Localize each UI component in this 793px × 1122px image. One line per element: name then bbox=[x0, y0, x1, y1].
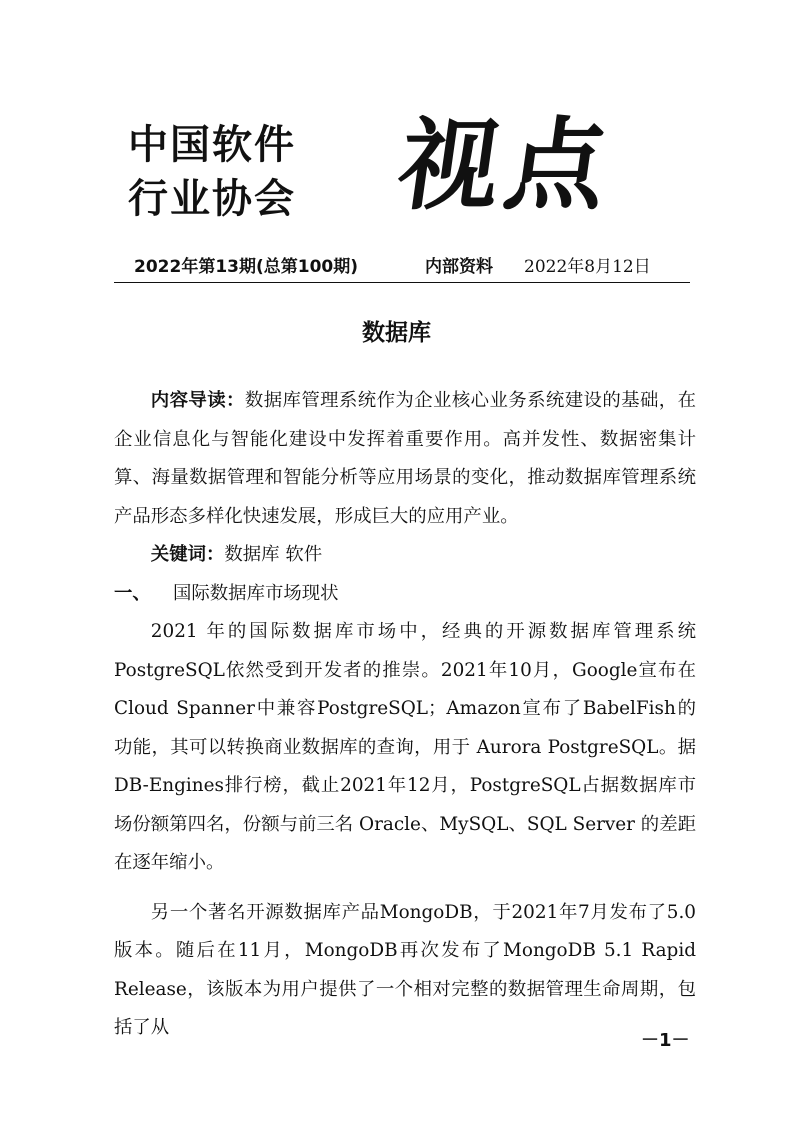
issue-bar bbox=[134, 252, 694, 280]
keywords-value: 数据库 软件 bbox=[224, 544, 323, 565]
summary-label: 内容导读： bbox=[150, 390, 245, 411]
internal-material-label: 内部资料 bbox=[425, 257, 493, 277]
section-heading bbox=[114, 575, 696, 614]
body-paragraph-1: 2021 年的国际数据库市场中，经典的开源数据库管理系统PostgreSQL依然受到开发者的推崇。2021年10月，Google宣布在Cloud Spanner中兼容PostgreSQL；Amazon宣布了BabelFish的功能，其可以转换商业数据库的查询，用于 Aurora PostgreSQL。据DB-Engines排行榜，截止2021年12月，PostgreSQL占据数据库市场份额第四名，份额与前三名 Oracle、MySQL、SQL Server 的差距在逐年缩小。 bbox=[114, 621, 696, 873]
masthead-org-line-1: 中国软件 bbox=[128, 122, 296, 168]
document-title: 数据库 bbox=[362, 319, 431, 346]
page-number: －1－ bbox=[641, 1030, 690, 1051]
masthead-title: 视点 bbox=[391, 106, 621, 224]
section-number: 一、 bbox=[114, 582, 151, 604]
header-divider bbox=[114, 282, 690, 283]
summary-text: 数据库管理系统作为企业核心业务系统建设的基础，在企业信息化与智能化建设中发挥着重要作用。高并发性、数据密集计算、海量数据管理和智能分析等应用场景的变化，推动数据库管理系统产品形态多样化快速发展，形成巨大的应用产业。 bbox=[114, 390, 696, 527]
issue-date: 2022年8月12日 bbox=[524, 257, 651, 277]
summary-paragraph bbox=[114, 382, 696, 536]
section-title: 国际数据库市场现状 bbox=[173, 582, 339, 604]
masthead-organization bbox=[128, 118, 338, 226]
body-paragraph-2: 另一个著名开源数据库产品MongoDB，于2021年7月发布了5.0版本。随后在11月，MongoDB再次发布了MongoDB 5.1 Rapid Release，该版本为用户提供了一个相对完整的数据管理生命周期，包括了从 bbox=[114, 901, 696, 1038]
masthead-org-line-2: 行业协会 bbox=[128, 176, 296, 222]
issue-number: 2022年第13期(总第100期) bbox=[134, 257, 358, 277]
keywords-paragraph bbox=[114, 536, 696, 575]
keywords-label: 关键词： bbox=[150, 544, 225, 565]
document-body bbox=[114, 382, 696, 1048]
